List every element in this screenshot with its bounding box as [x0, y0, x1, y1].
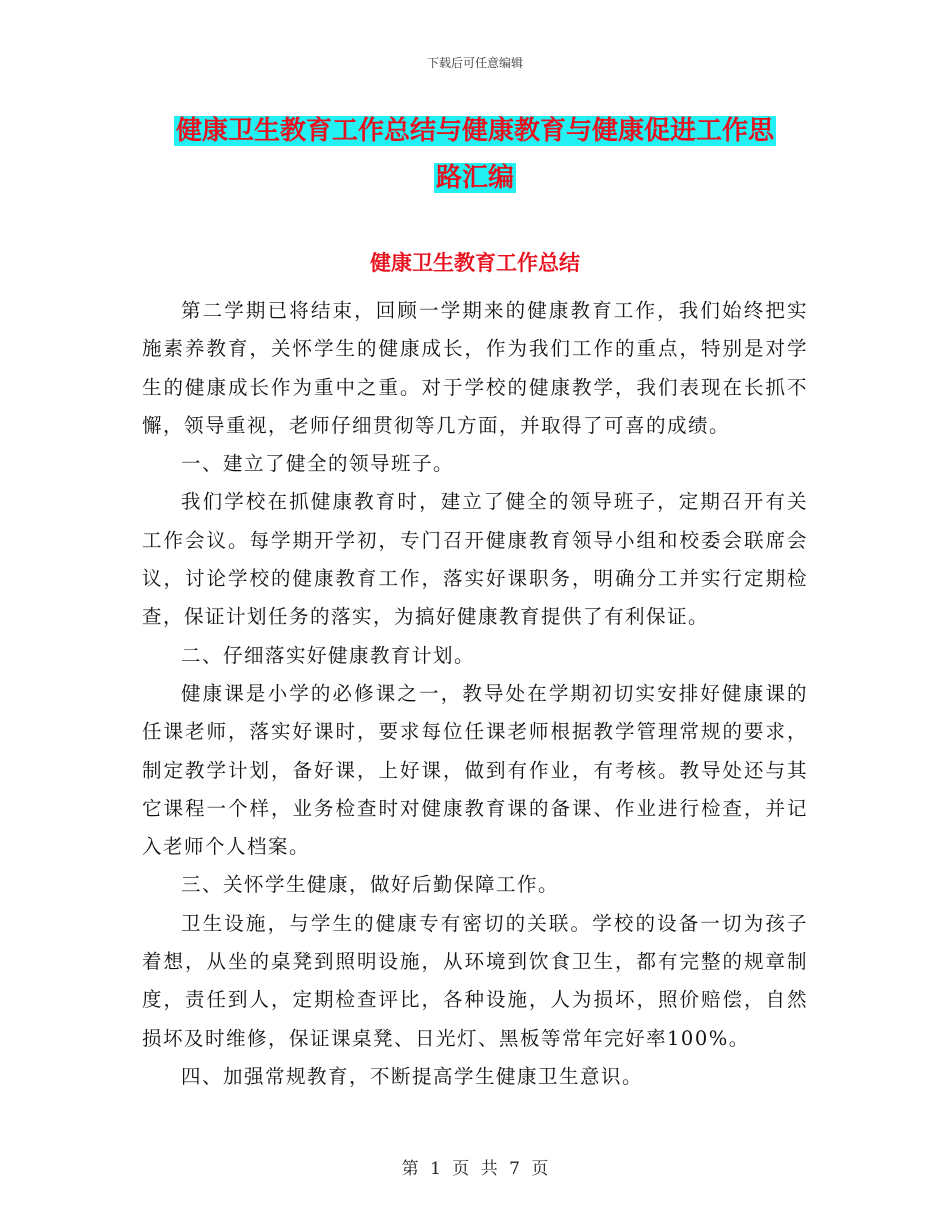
section-title: 健康卫生教育工作总结 [370, 250, 580, 275]
heading-point-2: 二、仔细落实好健康教育计划。 [181, 643, 476, 667]
paragraph-point-2: 健康课是小学的必修课之一，教导处在学期初切实安排好健康课的任课老师，落实好课时，要求每位任课老师根据教学管理常规的要求，制定教学计划，备好课，上好课，做到有作业，有考核。教导处还与其它课程一个样，业务检查时对健康教育课的备课、作业进行检查，并记入老师个人档案。 [142, 681, 808, 859]
header-note: 下载后可任意编辑 [426, 56, 523, 70]
paragraph-point-3: 卫生设施，与学生的健康专有密切的关联。学校的设备一切为孩子着想，从坐的桌凳到照明设施，从环境到饮食卫生，都有完整的规章制度，责任到人，定期检查评比，各种设施，人为损坏，照价赔偿，自然损坏及时维修，保证课桌凳、日光灯、黑板等常年完好率100%。 [142, 911, 808, 1050]
page-footer: 第 1 页 共 7 页 [401, 1159, 549, 1179]
document-body [142, 292, 808, 1096]
title-line-1: 健康卫生教育工作总结与健康教育与健康促进工作思 [175, 116, 774, 146]
paragraph-point-1: 我们学校在抓健康教育时，建立了健全的领导班子，定期召开有关工作会议。每学期开学初，专门召开健康教育领导小组和校委会联席会议，讨论学校的健康教育工作，落实好课职务，明确分工并实行定期检查，保证计划任务的落实，为搞好健康教育提供了有利保证。 [142, 490, 808, 629]
heading-point-3: 三、关怀学生健康，做好后勤保障工作。 [181, 873, 560, 897]
title-line-2: 路汇编 [435, 163, 514, 193]
heading-point-4: 四、加强常规教育，不断提高学生健康卫生意识。 [181, 1064, 644, 1088]
heading-point-1: 一、建立了健全的领导班子。 [181, 452, 455, 476]
document-title [0, 108, 950, 202]
paragraph-intro: 第二学期已将结束，回顾一学期来的健康教育工作，我们始终把实施素养教育，关怀学生的健康成长，作为我们工作的重点，特别是对学生的健康成长作为重中之重。对于学校的健康教学，我们表现在长抓不懈，领导重视，老师仔细贯彻等几方面，并取得了可喜的成绩。 [142, 299, 808, 437]
